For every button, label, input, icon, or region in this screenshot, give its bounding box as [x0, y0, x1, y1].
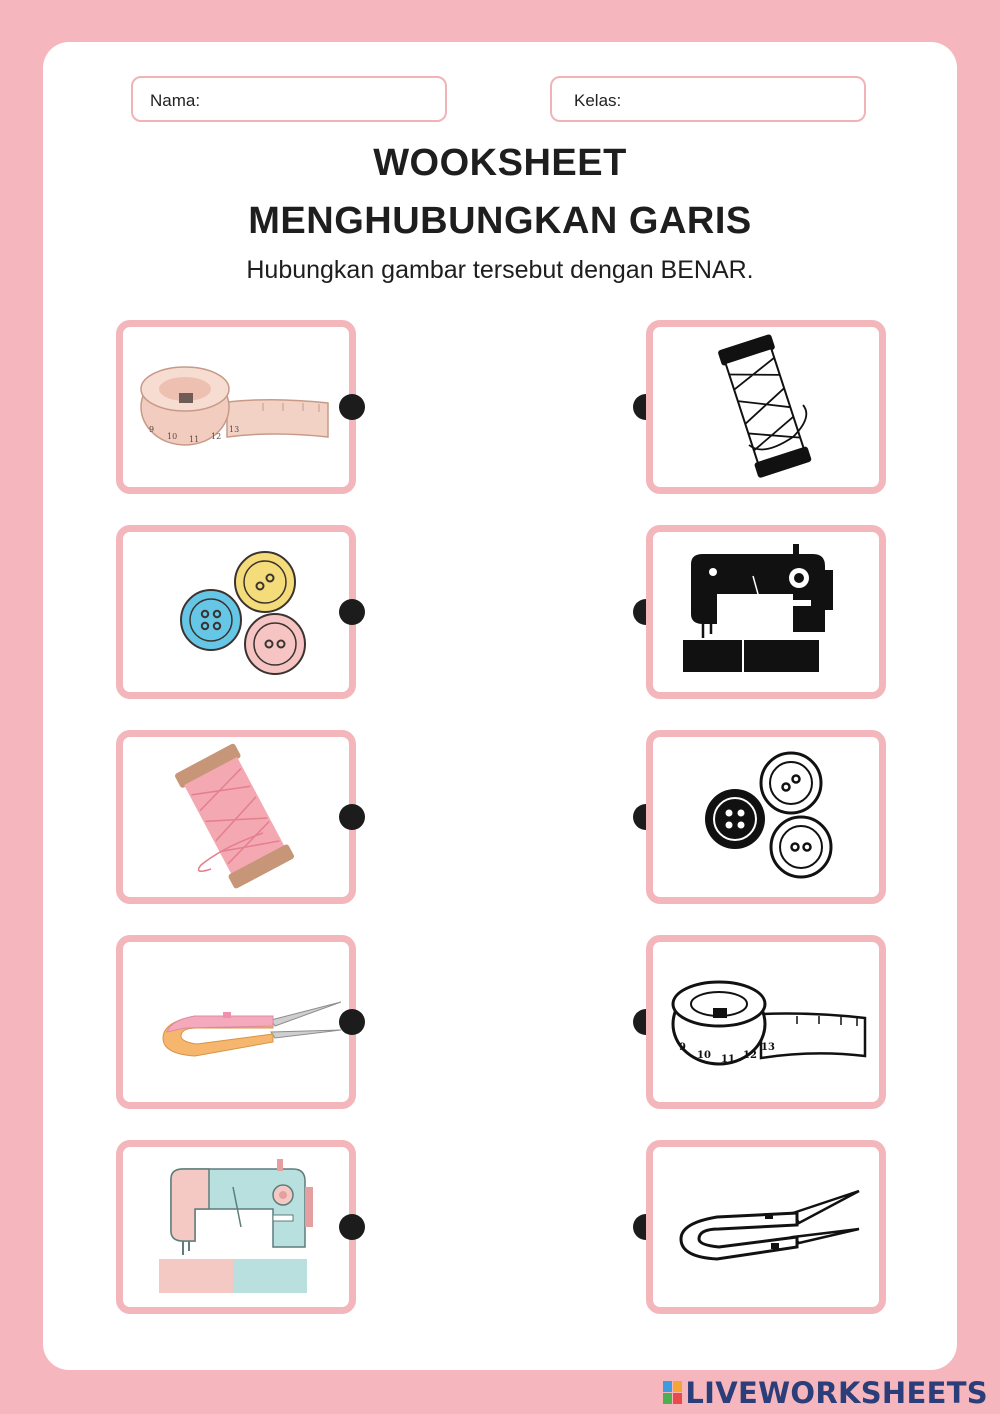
thread-snips-black-icon: [653, 1147, 879, 1307]
tape-number-9: 9: [149, 425, 155, 434]
tape-number-11-black: 11: [721, 1054, 735, 1065]
left-card-4: [116, 935, 356, 1109]
left-card-5: [116, 1140, 356, 1314]
left-card-2: [116, 525, 356, 699]
liveworksheets-logo: [663, 1378, 988, 1408]
instruction-text: Hubungkan gambar tersebut dengan BENAR.: [246, 256, 754, 284]
left-dot-5[interactable]: [339, 1214, 365, 1240]
measuring-tape-color-icon: [123, 327, 349, 487]
right-card-3: [646, 730, 886, 904]
name-field[interactable]: [131, 76, 447, 122]
thread-spool-color-icon: [123, 737, 349, 897]
thread-spool-black-icon: [653, 327, 879, 487]
worksheet-subtitle: MENGHUBUNGKAN GARIS: [248, 200, 752, 242]
liveworksheets-mark-icon: [663, 1381, 683, 1405]
tape-number-9-black: 9: [679, 1042, 686, 1053]
right-card-5: [646, 1140, 886, 1314]
right-card-2: [646, 525, 886, 699]
right-card-4: [646, 935, 886, 1109]
left-card-1: [116, 320, 356, 494]
left-dot-3[interactable]: [339, 804, 365, 830]
class-field[interactable]: [550, 76, 866, 122]
left-card-3: [116, 730, 356, 904]
left-dot-4[interactable]: [339, 1009, 365, 1035]
tape-number-10: 10: [167, 432, 178, 441]
class-label: Kelas:: [574, 91, 622, 110]
tape-number-11: 11: [189, 435, 200, 444]
buttons-color-icon: [123, 532, 349, 692]
tape-number-13: 13: [229, 425, 240, 434]
tape-number-10-black: 10: [697, 1050, 711, 1061]
left-dot-2[interactable]: [339, 599, 365, 625]
sewing-machine-black-icon: [653, 532, 879, 692]
worksheet-title: WOOKSHEET: [373, 142, 627, 184]
left-dot-1[interactable]: [339, 394, 365, 420]
liveworksheets-brand: LIVEWORKSHEETS: [685, 1376, 988, 1410]
sewing-machine-color-icon: [123, 1147, 349, 1307]
tape-number-12: 12: [211, 432, 222, 441]
measuring-tape-black-icon: [653, 942, 879, 1102]
tape-number-13-black: 13: [761, 1042, 775, 1053]
tape-number-12-black: 12: [743, 1050, 757, 1061]
thread-snips-color-icon: [123, 942, 349, 1102]
right-card-1: [646, 320, 886, 494]
name-label: Nama:: [150, 91, 201, 110]
buttons-black-icon: [653, 737, 879, 897]
